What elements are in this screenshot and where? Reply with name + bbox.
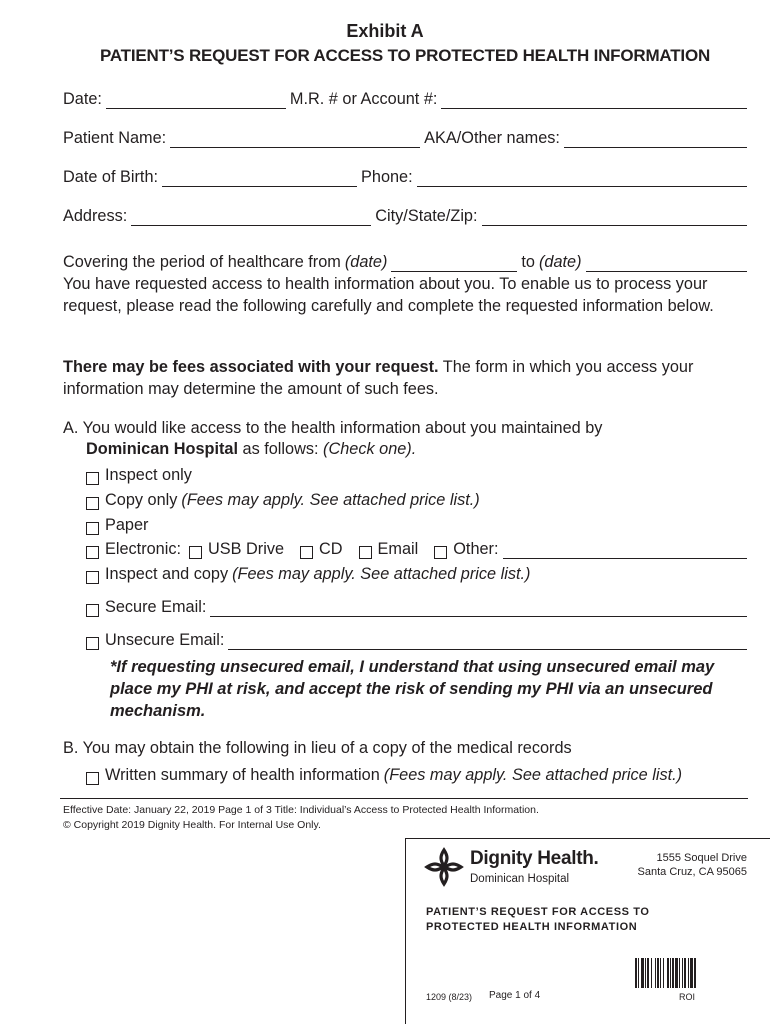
hospital-name: Dominican Hospital (86, 440, 238, 458)
written-summary-label: Written summary of health information (105, 766, 380, 784)
other-checkbox[interactable] (434, 546, 447, 559)
usb-checkbox[interactable] (189, 546, 202, 559)
period-to-field[interactable] (586, 257, 747, 272)
email-label: Email (377, 540, 419, 558)
option-inspect-copy (86, 565, 530, 584)
hospital-address (610, 851, 747, 879)
mr-account-field[interactable] (441, 94, 747, 109)
date-label: Date: (63, 90, 102, 108)
form-title: PATIENT’S REQUEST FOR ACCESS TO PROTECTED HEALTH INFORMATION (99, 46, 711, 65)
electronic-label: Electronic: (105, 540, 182, 558)
section-b-heading: B. You may obtain the following in lieu of a copy of the medical records (63, 739, 572, 757)
other-field[interactable] (503, 544, 748, 559)
option-copy-only (86, 491, 480, 510)
paper-label: Paper (105, 516, 149, 534)
fees-text: The form in which you access your information may determine the amount of such fees. (63, 358, 694, 398)
unsecure-email-checkbox[interactable] (86, 637, 99, 650)
logo-name: Dignity Health. (470, 848, 599, 869)
option-unsecure-email (86, 631, 747, 650)
electronic-checkbox[interactable] (86, 546, 99, 559)
address-field[interactable] (131, 211, 371, 226)
copy-only-note: (Fees may apply. See attached price list.) (181, 491, 480, 509)
copy-only-label: Copy only (105, 491, 178, 509)
email-checkbox[interactable] (359, 546, 372, 559)
secure-email-field[interactable] (210, 602, 747, 617)
row-name (63, 129, 747, 148)
logo-subtitle: Dominican Hospital (470, 873, 570, 885)
box-title-line-2: PROTECTED HEALTH INFORMATION (426, 921, 638, 933)
check-one-text: (Check one). (323, 440, 417, 458)
footer-effective-date: Effective Date: January 22, 2019 Page 1 of 3 Title: Individual’s Access to Protected Health Information. (63, 804, 539, 816)
secure-email-label: Secure Email: (105, 598, 207, 616)
box-title-line-1: PATIENT’S REQUEST FOR ACCESS TO (426, 906, 650, 918)
barcode-icon (635, 958, 737, 988)
inspect-only-label: Inspect only (105, 466, 192, 484)
city-state-zip-label: City/State/Zip: (375, 207, 478, 225)
inspect-copy-note: (Fees may apply. See attached price list.) (232, 565, 531, 583)
written-summary-note: (Fees may apply. See attached price list.) (383, 766, 683, 784)
address-line-2: Santa Cruz, CA 95065 (637, 866, 747, 878)
dob-label: Date of Birth: (63, 168, 159, 186)
barcode-bar (696, 958, 697, 988)
roi-label: ROI (679, 992, 696, 1002)
phone-field[interactable] (417, 172, 747, 187)
paper-checkbox[interactable] (86, 522, 99, 535)
section-a-heading: A. You would like access to the health information about you maintained by (63, 419, 603, 437)
copy-only-checkbox[interactable] (86, 497, 99, 510)
aka-label: AKA/Other names: (424, 129, 560, 147)
box-top-border (405, 838, 770, 839)
as-follows-text: as follows: (237, 440, 324, 458)
unsecure-email-warning: *If requesting unsecured email, I understand that using unsecured email may place my PHI at risk, and accept the risk of sending my PHI via an unsecured mechanism. (110, 658, 715, 720)
form-number: 1209 (8/23) (426, 992, 473, 1002)
dignity-health-logo-icon (424, 846, 464, 888)
patient-name-field[interactable] (170, 133, 420, 148)
row-dob (63, 168, 747, 187)
dob-field[interactable] (162, 172, 357, 187)
row-period (63, 253, 747, 272)
usb-label: USB Drive (208, 540, 285, 558)
date-field[interactable] (106, 94, 286, 109)
patient-name-label: Patient Name: (63, 129, 167, 147)
option-electronic (86, 540, 747, 559)
address-line-1: 1555 Soquel Drive (656, 852, 747, 864)
footer-copyright: © Copyright 2019 Dignity Health. For Internal Use Only. (63, 819, 321, 831)
aka-field[interactable] (564, 133, 747, 148)
box-left-border (405, 838, 406, 1024)
section-a-subline (86, 439, 770, 461)
unsecure-email-field[interactable] (228, 635, 747, 650)
other-label: Other: (453, 540, 499, 558)
period-label: Covering the period of healthcare from (63, 253, 341, 271)
inspect-only-checkbox[interactable] (86, 472, 99, 485)
row-address (63, 207, 747, 226)
option-written-summary (86, 766, 682, 785)
written-summary-checkbox[interactable] (86, 772, 99, 785)
row-date (63, 90, 747, 109)
inspect-copy-checkbox[interactable] (86, 571, 99, 584)
phone-label: Phone: (361, 168, 413, 186)
inspect-copy-label: Inspect and copy (105, 565, 229, 583)
page-number: Page 1 of 4 (489, 990, 541, 1001)
fees-bold-text: There may be fees associated with your request. (63, 358, 439, 376)
period-date2-label: (date) (538, 253, 582, 271)
option-paper (86, 516, 148, 535)
mr-account-label: M.R. # or Account #: (289, 90, 438, 108)
cd-label: CD (319, 540, 343, 558)
city-state-zip-field[interactable] (482, 211, 747, 226)
exhibit-label: Exhibit A (346, 21, 424, 41)
box-form-title (426, 905, 650, 935)
cd-checkbox[interactable] (300, 546, 313, 559)
intro-paragraph: You have requested access to health information about you. To enable us to process your request, please read the following carefully and complete the requested information below. (63, 275, 714, 315)
unsecure-email-label: Unsecure Email: (105, 631, 225, 649)
option-inspect-only (86, 466, 192, 485)
secure-email-checkbox[interactable] (86, 604, 99, 617)
footer-divider (60, 798, 748, 799)
period-to-label: to (521, 253, 535, 271)
period-from-field[interactable] (391, 257, 517, 272)
address-label: Address: (63, 207, 128, 225)
option-secure-email (86, 598, 747, 617)
fees-paragraph (63, 357, 753, 400)
period-date1-label: (date) (344, 253, 388, 271)
